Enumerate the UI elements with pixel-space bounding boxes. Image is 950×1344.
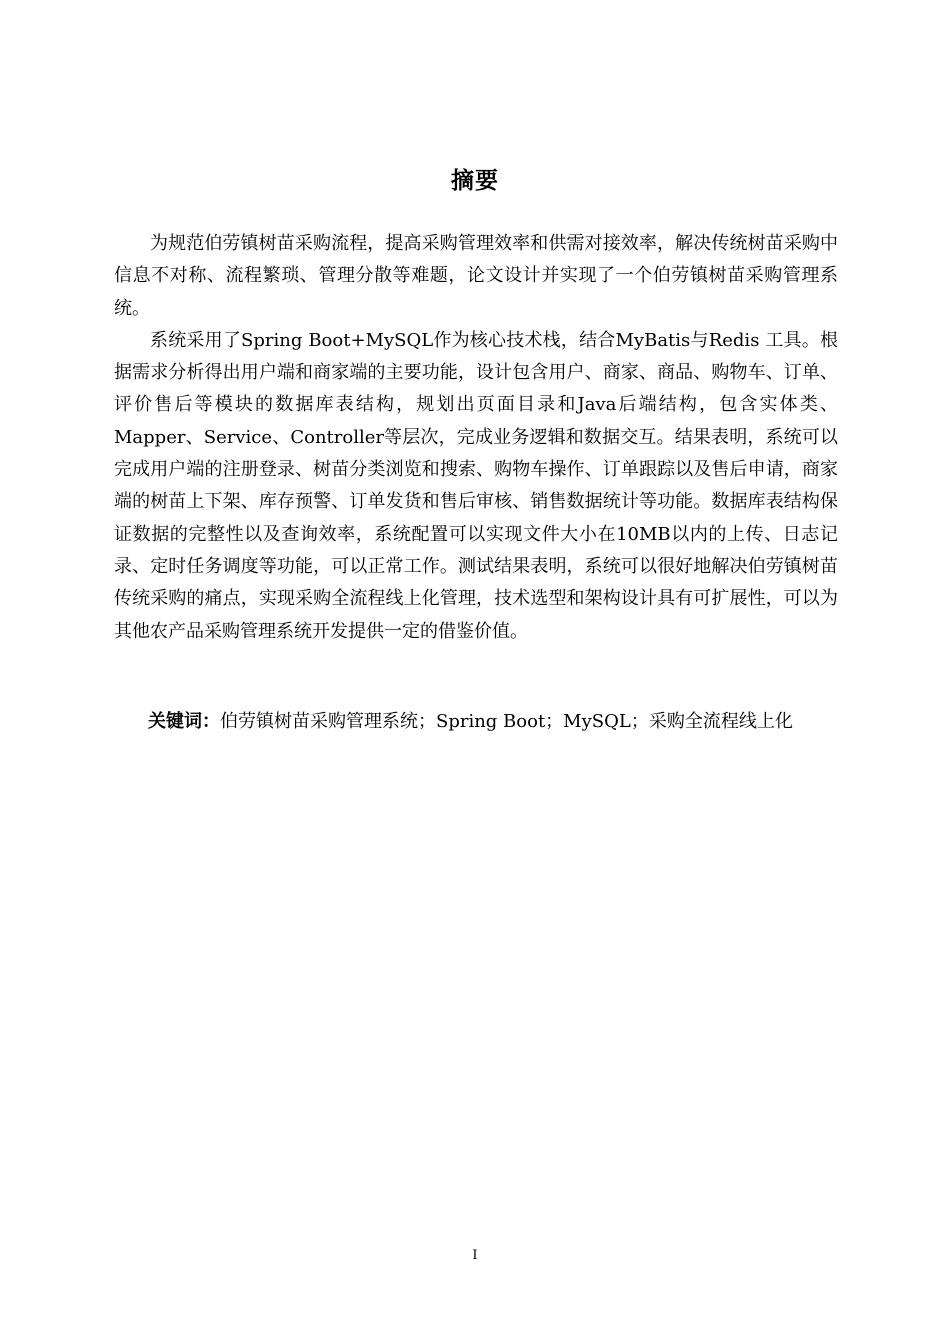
keywords-label: 关键词：: [148, 711, 220, 732]
keywords-line: [148, 706, 848, 738]
abstract-paragraph-1: 为规范伯劳镇树苗采购流程，提高采购管理效率和供需对接效率，解决传统树苗采购中信息不对称、流程繁琐、管理分散等难题，论文设计并实现了一个伯劳镇树苗采购管理系统。: [114, 233, 838, 319]
page-number: I: [472, 1248, 478, 1263]
abstract-body: [114, 228, 838, 648]
abstract-title: 摘要: [451, 168, 499, 194]
abstract-paragraph-2: 系统采用了Spring Boot+MySQL作为核心技术栈，结合MyBatis与Redis 工具。根据需求分析得出用户端和商家端的主要功能，设计包含用户、商家、商品、购物车、订单、评价售后等模块的数据库表结构，规划出页面目录和Java后端结构，包含实体类、Mapper、Service、Controller等层次，完成业务逻辑和数据交互。结果表明，系统可以完成用户端的注册登录、树苗分类浏览和搜索、购物车操作、订单跟踪以及售后申请，商家端的树苗上下架、库存预警、订单发货和售后审核、销售数据统计等功能。数据库表结构保证数据的完整性以及查询效率，系统配置可以实现文件大小在10MB以内的上传、日志记录、定时任务调度等功能，可以正常工作。测试结果表明，系统可以很好地解决伯劳镇树苗传统采购的痛点，实现采购全流程线上化管理，技术选型和架构设计具有可扩展性，可以为其他农产品采购管理系统开发提供一定的借鉴价值。: [114, 329, 838, 642]
keywords-text: 伯劳镇树苗采购管理系统；Spring Boot；MySQL；采购全流程线上化: [220, 711, 793, 732]
